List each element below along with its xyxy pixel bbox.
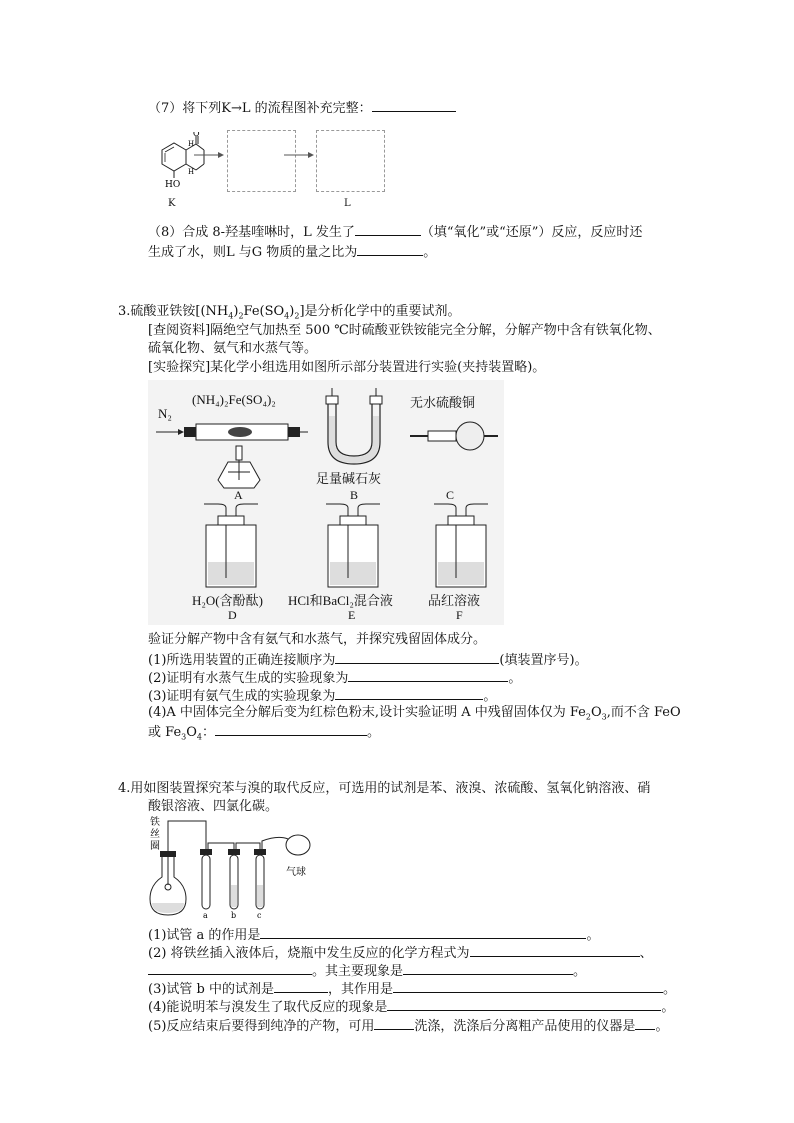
p4-q2-blank1[interactable] bbox=[470, 943, 640, 957]
k-atom-ho: HO bbox=[165, 180, 181, 190]
p3-q4-text: ,而不含 FeO bbox=[606, 705, 681, 720]
p3-title-part: ]是分析化学中的重要试剂。 bbox=[299, 304, 461, 319]
p4-q3-blank1[interactable] bbox=[274, 979, 328, 993]
q8-redox-blank[interactable] bbox=[355, 222, 421, 236]
p4-q4-blank[interactable] bbox=[387, 997, 661, 1011]
p3-title-part: ) bbox=[289, 304, 295, 319]
apparatus-a-label: A bbox=[234, 488, 243, 502]
arrow-icon bbox=[193, 150, 225, 160]
q8-text-c: 生成了水，则L 与G 物质的量之比为 bbox=[148, 245, 358, 260]
p3-q4-sub: 2 bbox=[585, 712, 591, 722]
p4-q2-text: 。其主要现象是 bbox=[312, 964, 404, 979]
p3-q4-text: 或 Fe bbox=[148, 725, 182, 740]
p3-sub: 4 bbox=[284, 311, 290, 321]
p4-q3-text: (3)试管 b 中的试剂是 bbox=[148, 982, 275, 997]
p4-title-line1: 4.用如图装置探究苯与溴的取代反应，可选用的试剂是苯、液溴、浓硫酸、氢氧化钠溶液、硝 bbox=[118, 781, 651, 796]
p3-q1 bbox=[148, 650, 588, 670]
p4-q2-line1 bbox=[148, 943, 653, 963]
p3-q4-sub: 3 bbox=[181, 732, 187, 742]
apparatus-f-label: F bbox=[456, 608, 463, 622]
cuso4-label: 无水硫酸铜 bbox=[410, 395, 476, 410]
bromination-apparatus bbox=[148, 815, 318, 919]
tube-b-label: b bbox=[231, 911, 237, 919]
p3-q1-text: (1)所选用装置的正确连接顺序为 bbox=[148, 653, 336, 668]
p4-q1-text: (1)试管 a 的作用是 bbox=[148, 928, 261, 943]
tube-a-label: a bbox=[203, 911, 208, 919]
p3-q3-blank[interactable] bbox=[335, 686, 483, 700]
p3-sub: 2 bbox=[238, 311, 244, 321]
p4-q5-text: (5)反应结束后要得到纯净的产物，可用 bbox=[148, 1019, 375, 1034]
p3-q4-blank[interactable] bbox=[215, 722, 367, 736]
p3-q1-tail: (填装置序号)。 bbox=[499, 653, 588, 668]
n2-label: N₂ bbox=[158, 406, 172, 421]
q8-text-d: 。 bbox=[423, 245, 437, 260]
p4-q1-blank[interactable] bbox=[260, 925, 586, 939]
p3-info-line1: [查阅资料]隔绝空气加热至 500 ℃时硫酸亚铁铵能完全分解，分解产物中含有铁氧化物、 bbox=[148, 323, 661, 338]
p3-verify: 验证分解产物中含有氨气和水蒸气，并探究残留固体成分。 bbox=[148, 632, 487, 647]
q8-line1 bbox=[148, 222, 642, 242]
label-l: L bbox=[344, 198, 351, 209]
p4-q2-blank2[interactable] bbox=[148, 961, 312, 975]
k-atom-o: O bbox=[193, 132, 200, 138]
p3-q4-line2 bbox=[148, 722, 380, 747]
p4-title-line2: 酸银溶液、四氯化碳。 bbox=[148, 799, 279, 814]
p3-q3-tail: 。 bbox=[483, 689, 497, 704]
p3-q4-text: O bbox=[590, 705, 602, 720]
p3-q3-text: (3)证明有氨气生成的实验现象为 bbox=[148, 689, 336, 704]
apparatus-e-label: E bbox=[348, 608, 356, 622]
q8-ratio-blank[interactable] bbox=[357, 242, 423, 256]
wire-label-1: 铁 bbox=[150, 817, 160, 828]
k-molecule-structure bbox=[148, 132, 208, 194]
wire-label-2: 丝 bbox=[150, 829, 160, 840]
p3-q4-sub: 4 bbox=[196, 732, 202, 742]
p3-q2-text: (2)证明有水蒸气生成的实验现象为 bbox=[148, 671, 349, 686]
k-atom-h1: H bbox=[188, 140, 195, 148]
p4-q2-tail: 。 bbox=[573, 964, 587, 979]
arrow-icon bbox=[283, 150, 315, 160]
p3-q4-tail: 。 bbox=[367, 725, 381, 740]
p3-q2-blank[interactable] bbox=[348, 668, 508, 682]
q7-prompt: （7）将下列K→L 的流程图补充完整： bbox=[148, 101, 372, 116]
p3-title-part: 3.硫酸亚铁铵[(NH bbox=[118, 304, 229, 319]
intermediate-structure-box[interactable] bbox=[227, 130, 296, 192]
p4-q3-tail: 。 bbox=[663, 982, 677, 997]
p3-sub: 2 bbox=[294, 311, 300, 321]
p4-q4-tail: 。 bbox=[661, 1000, 675, 1015]
p4-q5 bbox=[148, 1016, 668, 1036]
p4-q2-line2 bbox=[148, 961, 586, 981]
apparatus-c-label: C bbox=[446, 488, 455, 502]
p4-q3-blank2[interactable] bbox=[393, 979, 663, 993]
p3-sub: 4 bbox=[228, 311, 234, 321]
soda-lime-label: 足量碱石灰 bbox=[316, 471, 382, 486]
d-reagent-label: H₂O(含酚酞) bbox=[192, 593, 263, 608]
apparatus-b-label: B bbox=[350, 488, 359, 502]
p4-q5-tail: 。 bbox=[655, 1019, 669, 1034]
apparatus-figure bbox=[148, 380, 504, 625]
p3-info-line2: 硫氧化物、氨气和水蒸气等。 bbox=[148, 341, 318, 356]
label-k: K bbox=[168, 198, 176, 209]
p4-q4-text: (4)能说明苯与溴发生了取代反应的现象是 bbox=[148, 1000, 388, 1015]
wire-label-3: 圈 bbox=[150, 841, 160, 852]
p3-title-part: ) bbox=[233, 304, 239, 319]
p3-q3 bbox=[148, 686, 496, 706]
p3-title-part: Fe(SO bbox=[243, 304, 285, 319]
p3-q4-text: ： bbox=[202, 725, 216, 740]
salt-label: (NH₄)₂Fe(SO₄)₂ bbox=[192, 392, 276, 407]
p4-q4 bbox=[148, 997, 674, 1017]
q7-answer-blank[interactable] bbox=[372, 98, 456, 112]
l-structure-box[interactable] bbox=[316, 130, 385, 192]
p3-q1-blank[interactable] bbox=[335, 650, 499, 664]
tube-c-label: c bbox=[257, 911, 262, 919]
p4-q2-sep: 、 bbox=[639, 946, 653, 961]
p4-q5-blank2[interactable] bbox=[635, 1016, 655, 1030]
balloon-label: 气球 bbox=[286, 867, 306, 878]
k-atom-h2: H bbox=[188, 168, 195, 176]
p4-q2-blank3[interactable] bbox=[403, 961, 573, 975]
p4-q3-text: ，其作用是 bbox=[328, 982, 394, 997]
p4-q1-tail: 。 bbox=[586, 928, 600, 943]
p4-q2-text: (2) 将铁丝插入液体后，烧瓶中发生反应的化学方程式为 bbox=[148, 946, 470, 961]
q7-prompt-line bbox=[148, 98, 456, 118]
q8-text-b: （填“氧化”或“还原”）反应，反应时还 bbox=[420, 225, 643, 240]
q8-text-a: （8）合成 8-羟基喹啉时，L 发生了 bbox=[148, 225, 355, 240]
f-reagent-label: 品红溶液 bbox=[428, 593, 481, 608]
p3-q4-text: (4)A 中固体完全分解后变为红棕色粉末,设计实验证明 A 中残留固体仅为 Fe bbox=[148, 705, 586, 720]
p4-q3 bbox=[148, 979, 676, 999]
p4-q5-blank1[interactable] bbox=[374, 1016, 414, 1030]
p4-q1 bbox=[148, 925, 599, 945]
e-reagent-label: HCl和BaCl₂混合液 bbox=[288, 593, 393, 608]
p3-q2 bbox=[148, 668, 521, 688]
p4-q5-text: 洗涤，洗涤后分离粗产品使用的仪器是 bbox=[414, 1019, 636, 1034]
p3-explore: [实验探究]某化学小组选用如图所示部分装置进行实验(夹持装置略)。 bbox=[148, 360, 546, 375]
p3-q4-text: O bbox=[186, 725, 197, 740]
p3-q4-sub: 3 bbox=[601, 712, 607, 722]
apparatus-d-label: D bbox=[228, 608, 237, 622]
q8-line2 bbox=[148, 242, 436, 262]
p3-q2-tail: 。 bbox=[508, 671, 522, 686]
